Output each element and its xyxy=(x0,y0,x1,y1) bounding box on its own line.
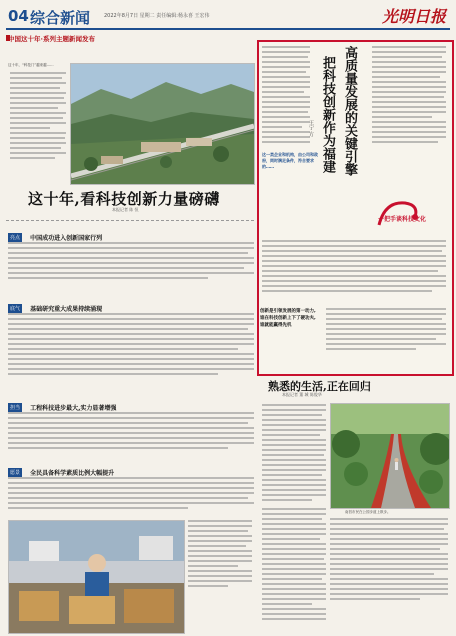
boxed-title-1: 高质量发展的关键引擎 xyxy=(342,46,357,176)
main-byline: 本报记者 陈 恒 xyxy=(112,207,139,212)
boxed-article-tail xyxy=(326,308,446,353)
badge-text: 一把手谈科技文化 xyxy=(377,216,426,223)
boxed-article-lower-text xyxy=(262,240,446,295)
subsection-tag: 底气 xyxy=(10,306,21,312)
photo-side-text xyxy=(188,520,252,590)
intro-text: 这十年，“科技门”越来越…… xyxy=(8,63,54,67)
subsection-title: 全民具备科学素质比例大幅提升 xyxy=(30,470,115,477)
subsection-1-header xyxy=(8,227,103,242)
subsection-tag: 愿景 xyxy=(10,470,21,476)
warehouse-photo xyxy=(8,520,185,634)
subsection-3-body xyxy=(8,412,254,452)
railway-landscape-image xyxy=(71,64,254,184)
subsection-tag: 担当 xyxy=(10,405,21,411)
subsection-4-header xyxy=(8,462,115,477)
subsection-4-body xyxy=(8,477,254,512)
main-photo xyxy=(70,63,255,185)
divider xyxy=(6,220,254,221)
bottom-col-1 xyxy=(262,404,326,504)
boxed-title-2: 把科技创新作为福建 xyxy=(320,56,335,173)
pull-quote: 创新是引领发展的第一动力,谁在科技创新上下了硬功夫,谁就能赢得先机 xyxy=(260,309,316,328)
subsection-title: 基础研究重大成果持续涌现 xyxy=(30,306,103,313)
subsection-tag: 亮点 xyxy=(10,235,21,241)
bottom-byline: 本报记者 董 城 陈俊华 xyxy=(282,392,322,397)
bottom-headline: 熟悉的生活,正在回归 xyxy=(268,380,371,393)
masthead-logo: 光明日报 xyxy=(381,7,446,26)
subsection-1-body xyxy=(8,242,254,282)
bottom-col-1b xyxy=(262,508,326,623)
subsection-2-header xyxy=(8,298,103,313)
boxed-article-col-1 xyxy=(262,46,310,146)
subsection-title: 工程科技进步最大,实力显著增强 xyxy=(30,405,117,412)
boxed-article-col-3 xyxy=(372,46,446,146)
park-path-image xyxy=(331,404,449,508)
section-title: 综合新闻 xyxy=(30,9,91,27)
series-tag: 中国这十年·系列主题新闻发布 xyxy=(8,35,95,43)
header-rule xyxy=(6,28,450,30)
main-headline: 这十年,看科技创新力量磅礴 xyxy=(28,190,220,208)
subsection-2-body xyxy=(8,313,254,378)
page-number: 04 xyxy=(8,7,29,25)
photo-caption: 南昌市民在公园步道上散步。 xyxy=(345,510,391,514)
bottom-col-2 xyxy=(330,518,448,603)
subsection-title: 中国成功进入创新国家行列 xyxy=(30,235,103,242)
date-line: 2022年8月7日 星期二 责任编辑:杨永喜 王宏伟 xyxy=(104,13,210,19)
park-photo xyxy=(330,403,450,509)
boxed-author: 王宁 方 xyxy=(308,120,314,137)
intro-text-lines xyxy=(10,72,66,162)
logistics-worker-image xyxy=(9,521,184,633)
subsection-3-header xyxy=(8,397,117,412)
boxed-subhead: 这一类企业和机构，由公司和政府，同时满足条件，符合要求的…… xyxy=(262,152,318,169)
